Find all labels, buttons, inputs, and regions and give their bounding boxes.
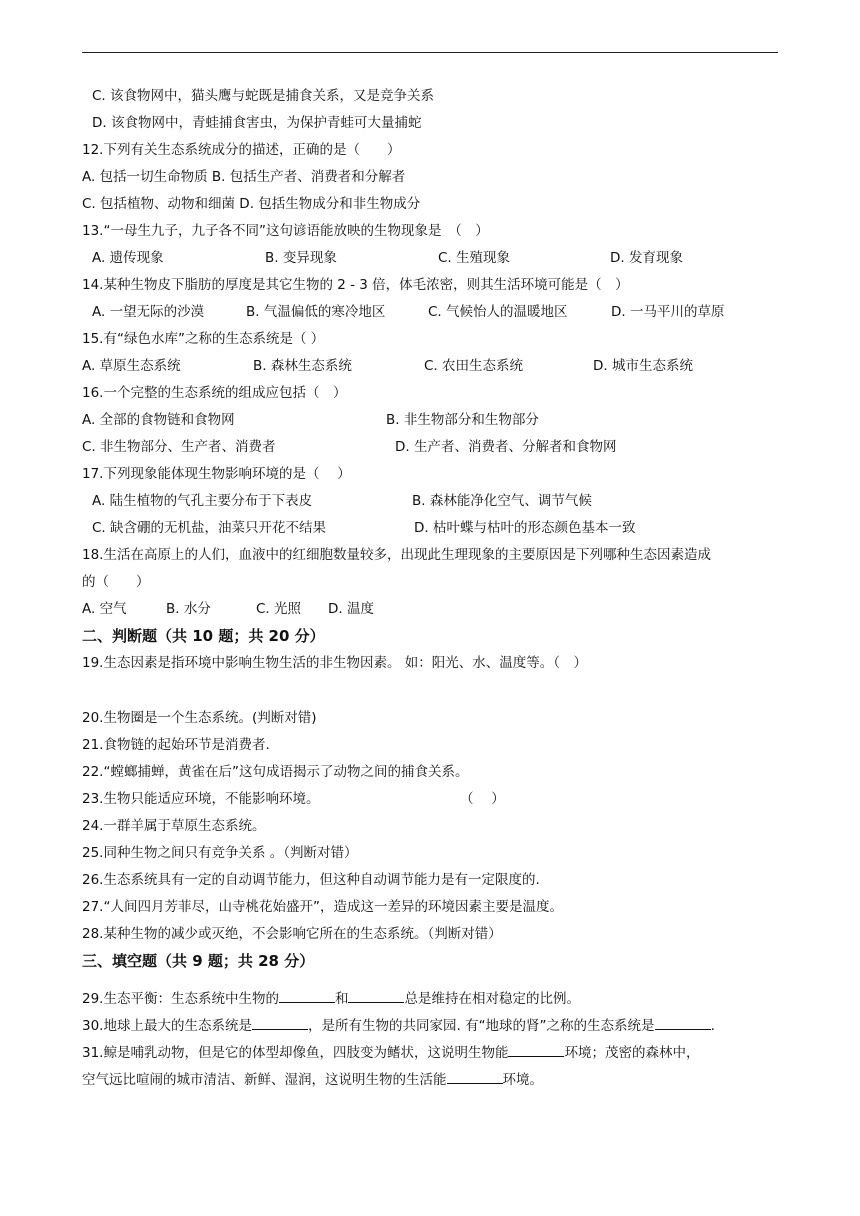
q14-option-c: C. 气候怡人的温暖地区 xyxy=(428,304,568,320)
q21: 21.食物链的起始环节是消费者. xyxy=(82,737,270,753)
q28: 28.某种生物的减少或灭绝，不会影响它所在的生态系统。（判断对错） xyxy=(82,926,502,942)
q24: 24.一群羊属于草原生态系统。 xyxy=(82,818,266,834)
q29-blank-1[interactable] xyxy=(279,988,335,1003)
header-rule xyxy=(82,52,778,53)
q11-option-c: C. 该食物网中，猫头鹰与蛇既是捕食关系，又是竞争关系 xyxy=(92,88,435,104)
q16-option-a: A. 全部的食物链和食物网 xyxy=(82,412,235,428)
q14-option-b: B. 气温偏低的寒冷地区 xyxy=(246,304,386,320)
q18-option-c: C. 光照 xyxy=(256,601,302,617)
q13-stem: 13.“一母生九子，九子各不同”这句谚语能放映的生物现象是 （ ） xyxy=(82,223,489,239)
q31-blank-1[interactable] xyxy=(508,1042,564,1057)
q27: 27.“人间四月芳菲尽，山寺桃花始盛开”，造成这一差异的环境因素主要是温度。 xyxy=(82,899,563,915)
q23-answer-paren: （ ） xyxy=(460,791,505,807)
q30 xyxy=(82,1015,715,1035)
q11-option-d: D. 该食物网中，青蛙捕食害虫，为保护青蛙可大量捕蛇 xyxy=(92,115,422,131)
q16-option-d: D. 生产者、消费者、分解者和食物网 xyxy=(395,439,617,455)
q14-option-d: D. 一马平川的草原 xyxy=(611,304,725,320)
q15-option-c: C. 农田生态系统 xyxy=(424,358,524,374)
q31-text-4: 环境。 xyxy=(502,1072,543,1088)
q29-text-2: 和 xyxy=(334,991,349,1007)
q31-text-3: 空气远比喧闹的城市清洁、新鲜、湿润，这说明生物的生活能 xyxy=(82,1072,447,1088)
q13-option-b: B. 变异现象 xyxy=(265,250,337,266)
q26: 26.生态系统具有一定的自动调节能力，但这种自动调节能力是有一定限度的. xyxy=(82,872,540,888)
q14-option-a: A. 一望无际的沙漠 xyxy=(92,304,205,320)
q17-option-b: B. 森林能净化空气、调节气候 xyxy=(412,493,592,509)
q15-option-a: A. 草原生态系统 xyxy=(82,358,181,374)
q12-options-ab: A. 包括一切生命物质 B. 包括生产者、消费者和分解者 xyxy=(82,169,406,185)
q18-stem-line2: 的（ ） xyxy=(82,574,150,590)
q29 xyxy=(82,988,580,1008)
q15-stem: 15.有“绿色水库”之称的生态系统是（ ） xyxy=(82,331,325,347)
q30-text-1: 30.地球上最大的生态系统是 xyxy=(82,1018,252,1034)
q17-option-a: A. 陆生植物的气孔主要分布于下表皮 xyxy=(92,493,313,509)
q31-text-1: 31.鲸是哺乳动物，但是它的体型却像鱼，四肢变为鳍状，这说明生物能 xyxy=(82,1045,509,1061)
q31-text-2: 环境；茂密的森林中， xyxy=(564,1045,700,1061)
q30-text-3: . xyxy=(710,1018,715,1034)
q18-option-d: D. 温度 xyxy=(328,601,374,617)
q29-text-3: 总是维持在相对稳定的比例。 xyxy=(404,991,580,1007)
section-3-heading: 三、填空题（共 9 题；共 28 分） xyxy=(82,952,315,970)
q23: 23.生物只能适应环境，不能影响环境。 xyxy=(82,791,320,807)
q30-blank-2[interactable] xyxy=(655,1015,711,1030)
q15-option-b: B. 森林生态系统 xyxy=(253,358,352,374)
q29-blank-2[interactable] xyxy=(348,988,404,1003)
q17-option-c: C. 缺含硼的无机盐，油菜只开花不结果 xyxy=(92,520,327,536)
q16-option-b: B. 非生物部分和生物部分 xyxy=(386,412,539,428)
q18-stem-line1: 18.生活在高原上的人们，血液中的红细胞数量较多，出现此生理现象的主要原因是下列哪种生态因素造成 xyxy=(82,547,711,563)
q18-option-a: A. 空气 xyxy=(82,601,127,617)
q12-options-cd: C. 包括植物、动物和细菌 D. 包括生物成分和非生物成分 xyxy=(82,196,421,212)
q13-option-d: D. 发育现象 xyxy=(610,250,683,266)
q16-option-c: C. 非生物部分、生产者、消费者 xyxy=(82,439,276,455)
section-2-heading: 二、判断题（共 10 题；共 20 分） xyxy=(82,627,325,645)
q18-option-b: B. 水分 xyxy=(166,601,211,617)
q19: 19.生态因素是指环境中影响生物生活的非生物因素。 如：阳光、水、温度等。（ ） xyxy=(82,655,588,671)
q22: 22.“螳螂捕蝉，黄雀在后”这句成语揭示了动物之间的捕食关系。 xyxy=(82,764,469,780)
q17-stem: 17.下列现象能体现生物影响环境的是（ ） xyxy=(82,466,351,482)
q15-option-d: D. 城市生态系统 xyxy=(593,358,693,374)
q31-line1 xyxy=(82,1042,699,1062)
q31-line2 xyxy=(82,1069,543,1089)
q31-blank-2[interactable] xyxy=(447,1069,503,1084)
q29-text-1: 29.生态平衡：生态系统中生物的 xyxy=(82,991,279,1007)
q13-option-a: A. 遗传现象 xyxy=(92,250,164,266)
q17-option-d: D. 枯叶蝶与枯叶的形态颜色基本一致 xyxy=(414,520,636,536)
q20: 20.生物圈是一个生态系统。(判断对错) xyxy=(82,710,317,726)
q30-blank-1[interactable] xyxy=(252,1015,308,1030)
q14-stem: 14.某种生物皮下脂肪的厚度是其它生物的 2 - 3 倍，体毛浓密，则其生活环境可能是（ ） xyxy=(82,277,629,293)
q30-text-2: ，是所有生物的共同家园. 有“地球的肾”之称的生态系统是 xyxy=(307,1018,655,1034)
q13-option-c: C. 生殖现象 xyxy=(438,250,511,266)
q12-stem: 12.下列有关生态系统成分的描述，正确的是（ ） xyxy=(82,142,401,158)
q25: 25.同种生物之间只有竞争关系 。（判断对错） xyxy=(82,845,358,861)
q16-stem: 16.一个完整的生态系统的组成应包括（ ） xyxy=(82,385,347,401)
